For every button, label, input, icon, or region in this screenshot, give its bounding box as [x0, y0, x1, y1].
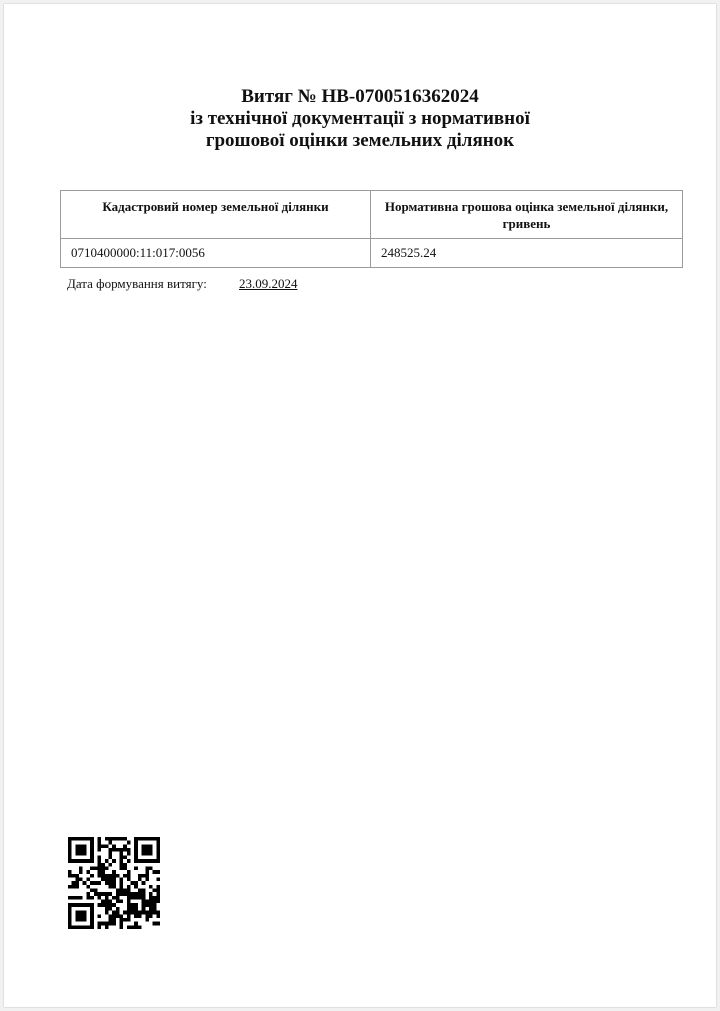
document-title — [4, 86, 716, 152]
table-header-row — [61, 191, 683, 239]
title-line-1: Витяг № НВ-0700516362024 — [241, 86, 479, 107]
title-line-2: із технічної документації з нормативної — [190, 108, 530, 129]
cell-normative-value: 248525.24 — [371, 239, 683, 268]
date-label: Дата формування витягу: — [67, 276, 207, 291]
cell-cadastral-number: 0710400000:11:017:0056 — [61, 239, 371, 268]
header-normative-value: Нормативна грошова оцінка земельної ділянки, гривень — [371, 191, 683, 239]
header-cadastral-number: Кадастровий номер земельної ділянки — [61, 191, 371, 239]
table-row — [61, 239, 683, 268]
valuation-table — [60, 190, 683, 268]
document-page — [4, 4, 716, 1007]
date-value: 23.09.2024 — [239, 276, 298, 291]
formation-date — [67, 276, 298, 292]
title-line-3: грошової оцінки земельних ділянок — [205, 130, 515, 151]
qr-code-icon — [68, 837, 160, 929]
